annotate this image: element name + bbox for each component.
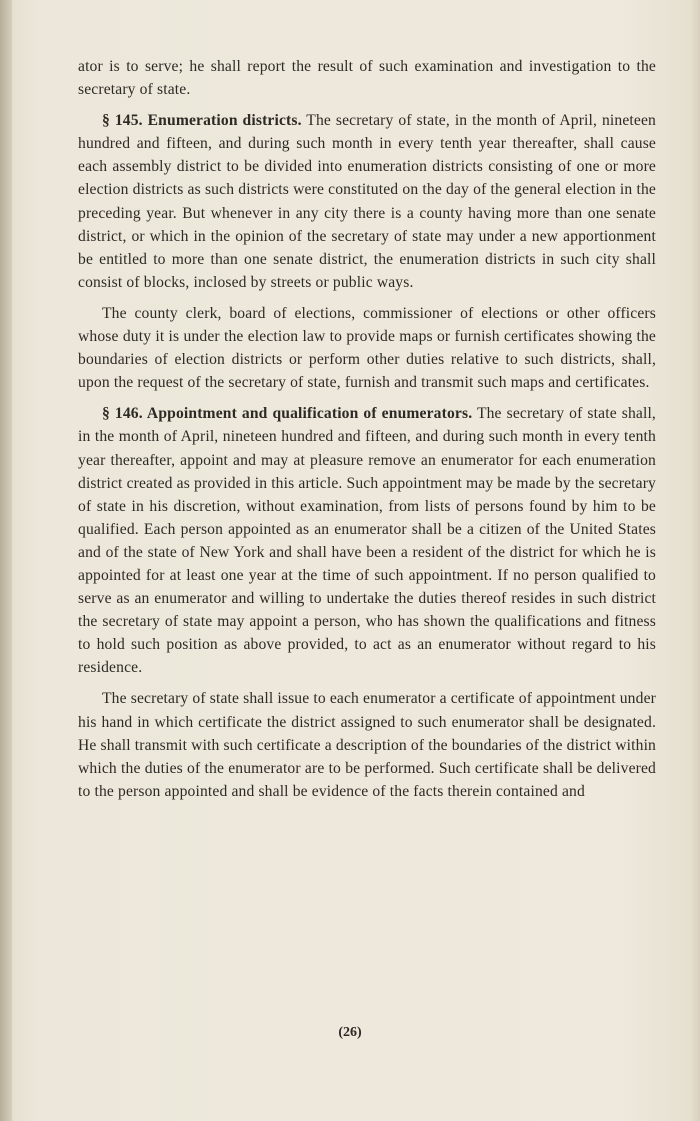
paragraph-text: The secretary of state, in the month of April, nineteen hundred and fifteen, and during such month in every tenth year thereafter, shall cause each assembly district to be divided into enumeration districts consisting of one or more election districts as such districts were constituted on the day of the general election in the preceding year. But whenever in any city there is a county having more than one senate district, or which in the opinion of the secretary of state may under a new apportionment be entitled to more than one senate district, the enumeration districts in such city shall consist of blocks, inclosed by streets or public ways. xyxy=(78,112,656,291)
paragraph-text: ator is to serve; he shall report the result of such examination and investigation to the secretary of state. xyxy=(78,58,656,99)
section-146-paragraph xyxy=(78,402,656,679)
body-text xyxy=(78,55,656,811)
binding-edge xyxy=(0,0,12,1121)
paragraph-text: The secretary of state shall issue to each enumerator a certificate of appointment under his hand in which certificate the district assigned to such enumerator shall be designated. He shall transmit with such certificate a description of the boundaries of the district within which the duties of the enumerator are to be performed. Such certificate shall be delivered to the person appointed and shall be evidence of the facts therein contained and xyxy=(78,690,656,800)
section-heading: § 146. Appointment and qualification of enumerators. xyxy=(102,405,473,423)
paragraph-text: The secretary of state shall, in the month of April, nineteen hundred and fifteen, and during such month in every tenth year thereafter, appoint and may at pleasure remove an enumerator for each enumeration district created as provided in this article. Such appointment may be made by the secretary of state in his discretion, without examination, from lists of persons found by him to be qualified. Each person appointed as an enumerator shall be a citizen of the United States and of the state of New York and shall have been a resident of the district for which he is appointed for at least one year at the time of such appointment. If no person qualified to serve as an enumerator and willing to undertake the duties thereof resides in such district the secretary of state may appoint a person, who has shown the qualifications and fitness to hold such position as above provided, to act as an enumerator without regard to his residence. xyxy=(78,405,656,677)
paragraph-text: The county clerk, board of elections, commissioner of elections or other officers whose duty it is under the election law to provide maps or furnish certificates showing the boundaries of election districts or perform other duties relative to such districts, shall, upon the request of the secretary of state, furnish and transmit such maps and certificates. xyxy=(78,304,656,392)
certificate-paragraph xyxy=(78,687,656,802)
page-number: (26) xyxy=(338,1025,362,1040)
paragraph-continuation xyxy=(78,55,656,101)
section-heading: § 145. Enumeration districts. xyxy=(102,112,302,130)
section-145-paragraph xyxy=(78,109,656,294)
county-clerk-paragraph xyxy=(78,302,656,394)
